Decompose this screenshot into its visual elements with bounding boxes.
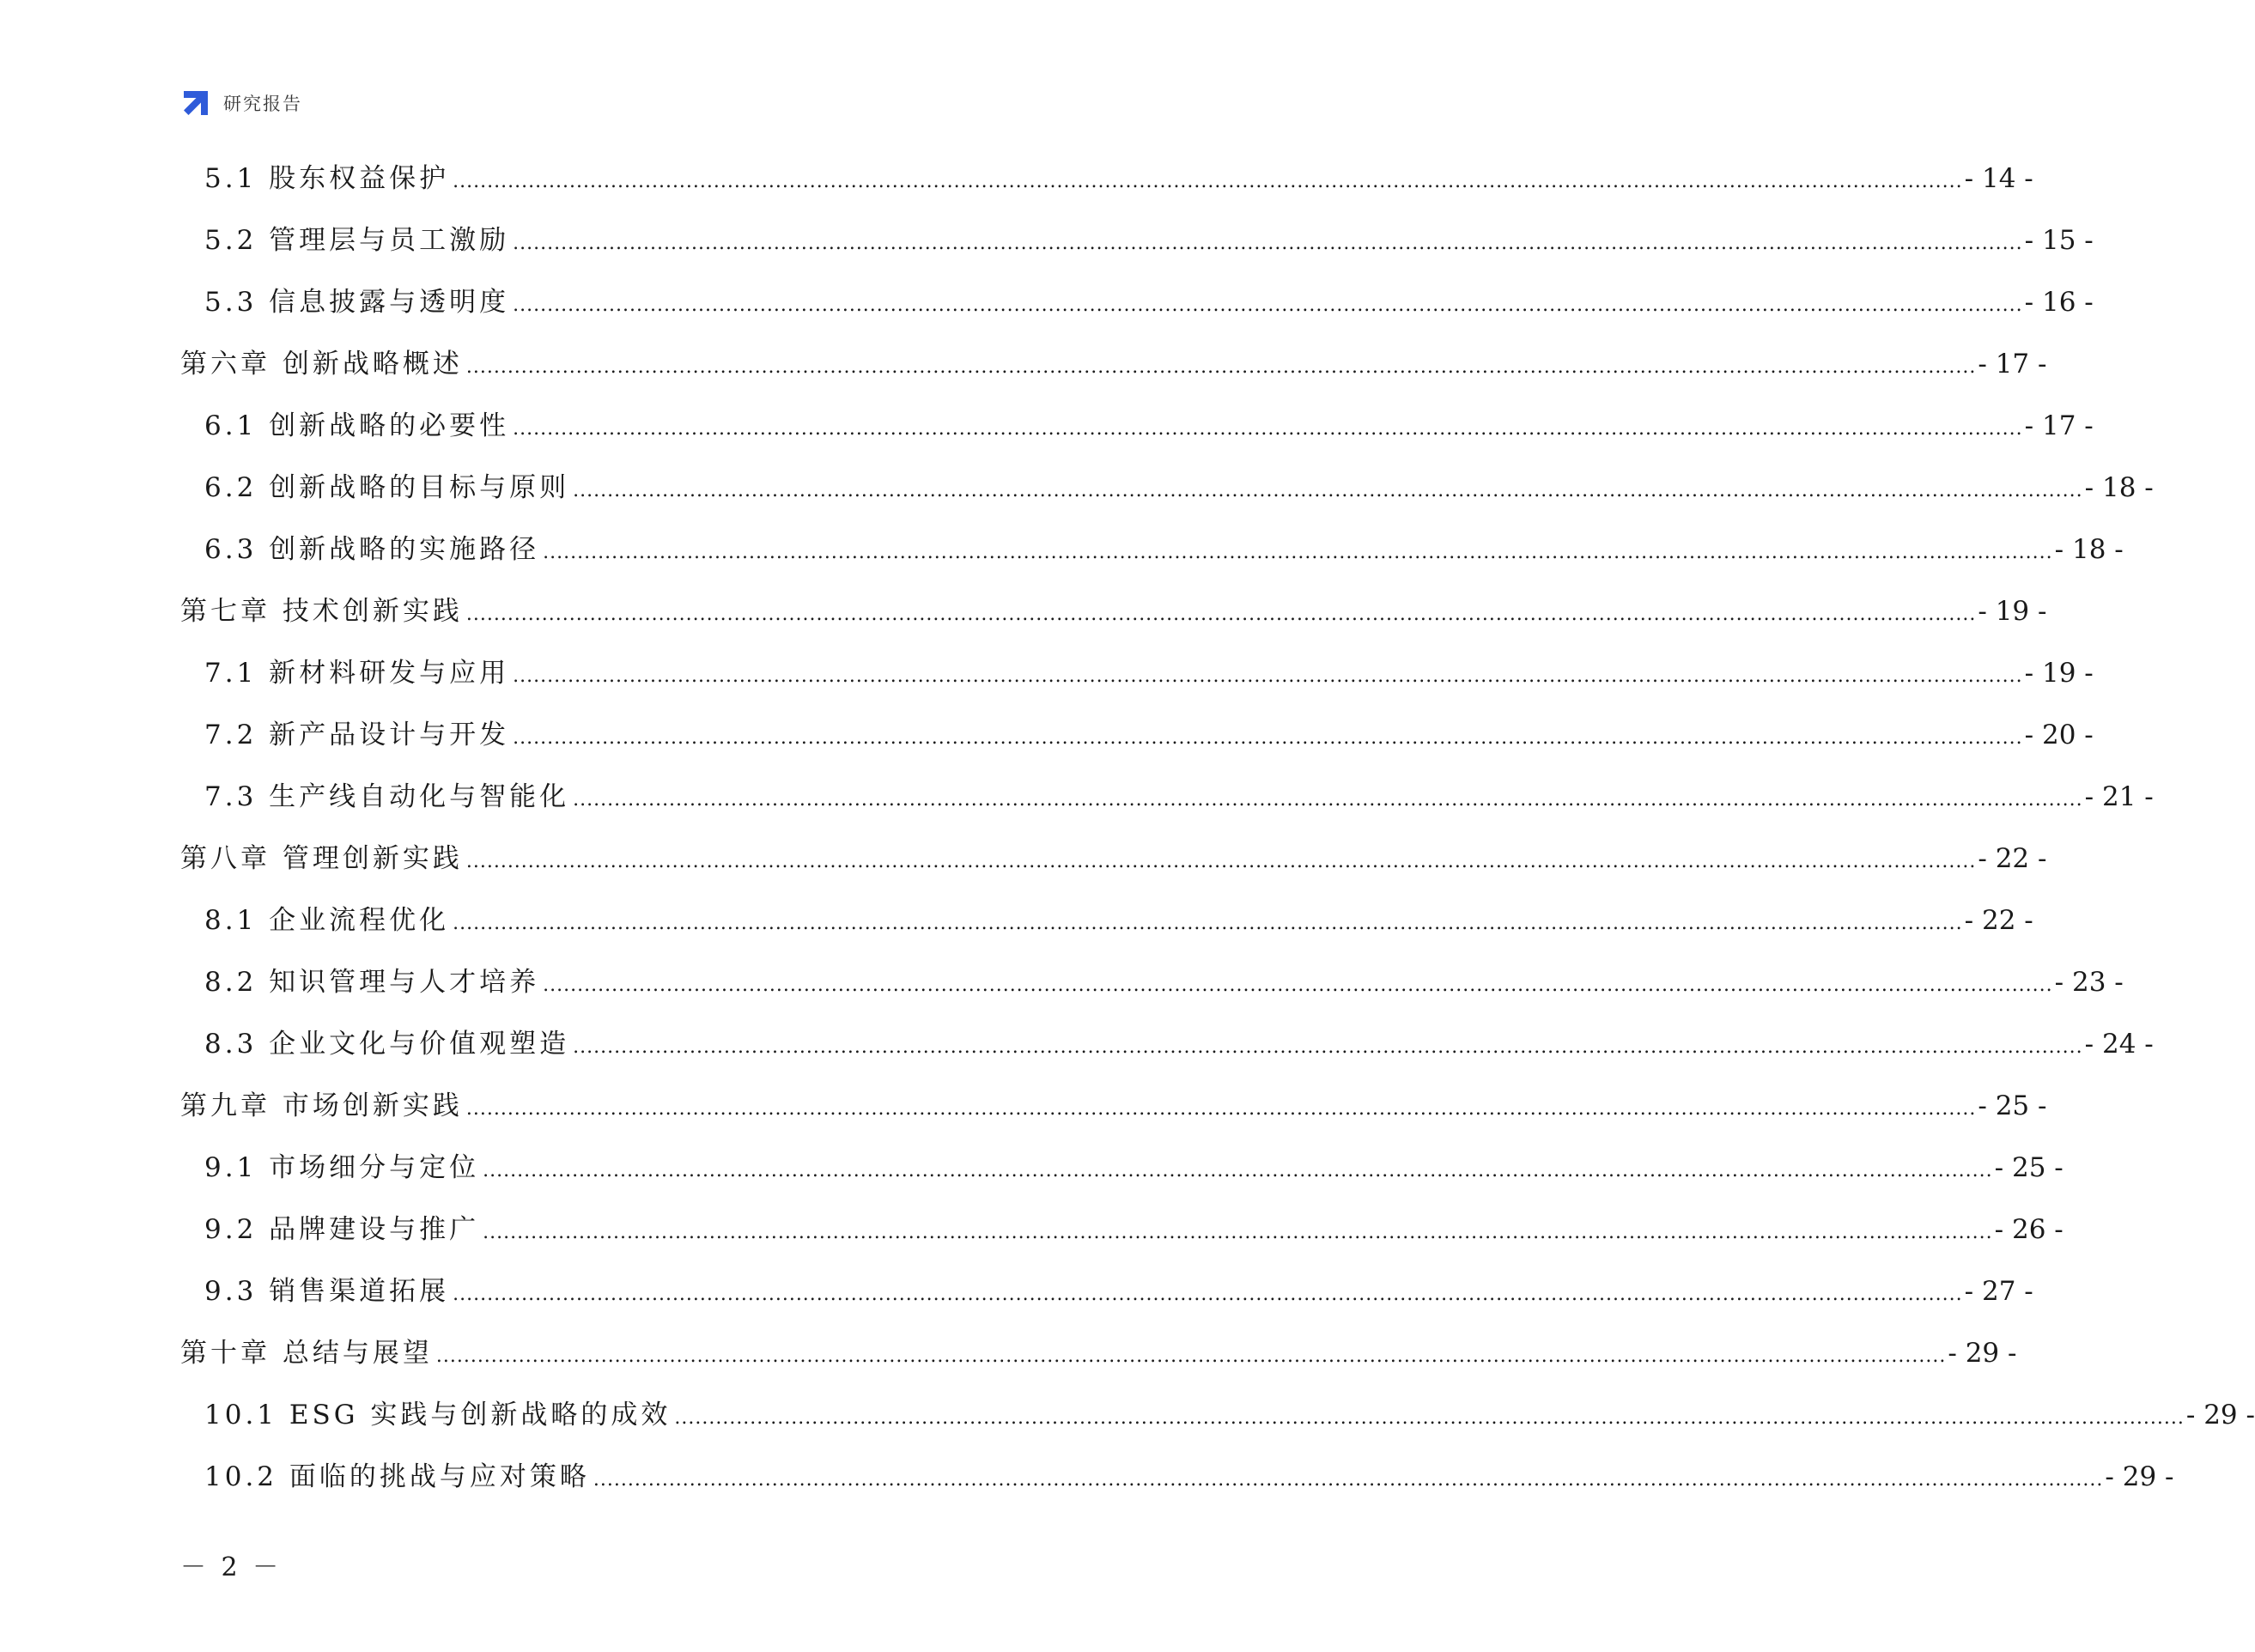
toc-chapter-entry[interactable] xyxy=(180,1322,2017,1384)
table-of-contents xyxy=(180,148,2255,1508)
toc-dot-leader: ............................................................................................................................................................................................................................ xyxy=(573,1036,2083,1058)
toc-entry-title: 6.1 创新战略的必要性 xyxy=(204,410,510,441)
toc-section-entry[interactable] xyxy=(180,395,2094,457)
arrow-up-right-icon xyxy=(180,88,211,118)
toc-dot-leader: ............................................................................................................................................................................................................................ xyxy=(543,975,2053,996)
toc-chapter-entry[interactable] xyxy=(180,828,2047,890)
toc-entry-page: - 27 - xyxy=(1964,1275,2033,1307)
toc-section-entry[interactable] xyxy=(180,1384,2255,1446)
toc-dot-leader: ............................................................................................................................................................................................................................ xyxy=(483,1222,1993,1243)
toc-section-entry[interactable] xyxy=(180,642,2094,704)
toc-dot-leader: ............................................................................................................................................................................................................................ xyxy=(465,1098,1977,1120)
report-header-title: 研究报告 xyxy=(223,94,302,114)
toc-entry-title: 第八章 管理创新实践 xyxy=(180,842,463,874)
toc-section-entry[interactable] xyxy=(180,766,2154,828)
toc-chapter-entry[interactable] xyxy=(180,1075,2047,1137)
toc-entry-page: - 20 - xyxy=(2024,719,2094,750)
toc-entry-page: - 14 - xyxy=(1964,162,2033,194)
toc-dot-leader: ............................................................................................................................................................................................................................ xyxy=(435,1345,1947,1367)
report-header xyxy=(180,86,302,120)
toc-chapter-entry[interactable] xyxy=(180,580,2047,642)
toc-section-entry[interactable] xyxy=(180,1199,2064,1260)
toc-entry-title: 7.2 新产品设计与开发 xyxy=(204,719,510,750)
toc-section-entry[interactable] xyxy=(180,1260,2033,1322)
toc-entry-title: 6.2 创新战略的目标与原则 xyxy=(204,471,570,503)
toc-entry-page: - 18 - xyxy=(2084,471,2154,503)
toc-entry-page: - 16 - xyxy=(2024,286,2094,318)
toc-entry-page: - 22 - xyxy=(1964,904,2033,936)
toc-entry-page: - 25 - xyxy=(1994,1151,2064,1183)
toc-entry-title: 6.3 创新战略的实施路径 xyxy=(204,533,540,565)
toc-entry-title: 8.1 企业流程优化 xyxy=(204,904,450,936)
toc-entry-title: 5.3 信息披露与透明度 xyxy=(204,286,510,318)
toc-dot-leader: ............................................................................................................................................................................................................................ xyxy=(513,665,2023,687)
toc-entry-title: 8.3 企业文化与价值观塑造 xyxy=(204,1028,570,1060)
toc-entry-title: 7.1 新材料研发与应用 xyxy=(204,657,510,689)
toc-entry-page: - 22 - xyxy=(1978,842,2047,874)
toc-entry-title: 5.2 管理层与员工激励 xyxy=(204,224,510,256)
toc-dot-leader: ............................................................................................................................................................................................................................ xyxy=(513,418,2023,440)
toc-dot-leader: ............................................................................................................................................................................................................................ xyxy=(573,480,2083,501)
toc-section-entry[interactable] xyxy=(180,519,2124,580)
toc-chapter-entry[interactable] xyxy=(180,333,2047,395)
toc-entry-title: 8.2 知识管理与人才培养 xyxy=(204,966,540,998)
toc-dot-leader: ............................................................................................................................................................................................................................ xyxy=(465,356,1977,378)
toc-section-entry[interactable] xyxy=(180,457,2154,519)
toc-section-entry[interactable] xyxy=(180,1013,2154,1075)
toc-dot-leader: ............................................................................................................................................................................................................................ xyxy=(593,1469,2104,1491)
toc-entry-title: 10.1 ESG 实践与创新战略的成效 xyxy=(204,1399,672,1430)
toc-entry-title: 7.3 生产线自动化与智能化 xyxy=(204,780,570,812)
toc-dot-leader: ............................................................................................................................................................................................................................ xyxy=(465,604,1977,625)
toc-entry-page: - 19 - xyxy=(2024,657,2094,689)
toc-dot-leader: ............................................................................................................................................................................................................................ xyxy=(513,295,2023,316)
toc-entry-page: - 26 - xyxy=(1994,1213,2064,1245)
toc-dot-leader: ............................................................................................................................................................................................................................ xyxy=(513,233,2023,254)
toc-entry-title: 第六章 创新战略概述 xyxy=(180,348,463,380)
toc-entry-title: 9.2 品牌建设与推广 xyxy=(204,1213,480,1245)
toc-section-entry[interactable] xyxy=(180,271,2094,333)
toc-entry-title: 9.3 销售渠道拓展 xyxy=(204,1275,450,1307)
toc-entry-page: - 19 - xyxy=(1978,595,2047,627)
toc-dot-leader: ............................................................................................................................................................................................................................ xyxy=(453,171,1963,192)
toc-dot-leader: ............................................................................................................................................................................................................................ xyxy=(453,913,1963,934)
toc-dot-leader: ............................................................................................................................................................................................................................ xyxy=(453,1284,1963,1305)
toc-entry-page: - 21 - xyxy=(2084,780,2154,812)
toc-entry-page: - 29 - xyxy=(2185,1399,2255,1430)
toc-section-entry[interactable] xyxy=(180,210,2094,271)
toc-entry-title: 第十章 总结与展望 xyxy=(180,1337,433,1369)
page-number: － 2 － xyxy=(180,1552,283,1582)
toc-entry-page: - 29 - xyxy=(1948,1337,2017,1369)
toc-section-entry[interactable] xyxy=(180,1137,2064,1199)
toc-section-entry[interactable] xyxy=(180,704,2094,766)
toc-section-entry[interactable] xyxy=(180,890,2033,951)
toc-dot-leader: ............................................................................................................................................................................................................................ xyxy=(573,789,2083,811)
toc-entry-page: - 25 - xyxy=(1978,1090,2047,1121)
toc-entry-page: - 17 - xyxy=(1978,348,2047,380)
toc-dot-leader: ............................................................................................................................................................................................................................ xyxy=(543,542,2053,563)
toc-entry-page: - 18 - xyxy=(2054,533,2124,565)
toc-entry-title: 10.2 面临的挑战与应对策略 xyxy=(204,1461,590,1492)
toc-section-entry[interactable] xyxy=(180,1446,2174,1508)
toc-dot-leader: ............................................................................................................................................................................................................................ xyxy=(674,1407,2185,1429)
toc-entry-page: - 23 - xyxy=(2054,966,2124,998)
toc-dot-leader: ............................................................................................................................................................................................................................ xyxy=(513,727,2023,749)
toc-entry-page: - 17 - xyxy=(2024,410,2094,441)
toc-dot-leader: ............................................................................................................................................................................................................................ xyxy=(483,1160,1993,1181)
toc-entry-page: - 29 - xyxy=(2105,1461,2174,1492)
toc-section-entry[interactable] xyxy=(180,951,2124,1013)
toc-entry-title: 第七章 技术创新实践 xyxy=(180,595,463,627)
toc-entry-page: - 24 - xyxy=(2084,1028,2154,1060)
toc-section-entry[interactable] xyxy=(180,148,2033,210)
toc-entry-title: 9.1 市场细分与定位 xyxy=(204,1151,480,1183)
toc-entry-page: - 15 - xyxy=(2024,224,2094,256)
toc-entry-title: 第九章 市场创新实践 xyxy=(180,1090,463,1121)
toc-dot-leader: ............................................................................................................................................................................................................................ xyxy=(465,851,1977,872)
toc-entry-title: 5.1 股东权益保护 xyxy=(204,162,450,194)
